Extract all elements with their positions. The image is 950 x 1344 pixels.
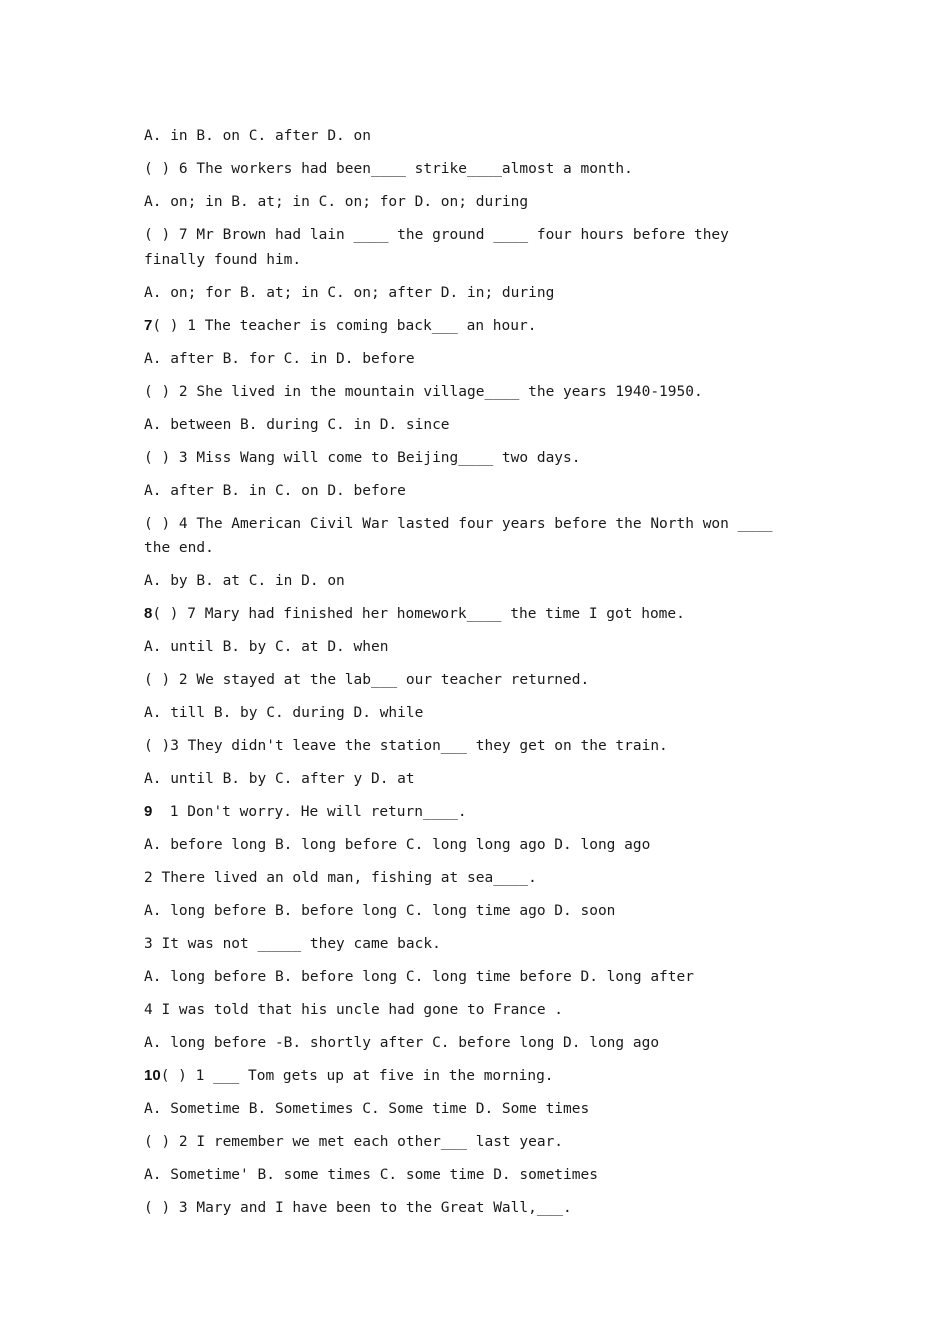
line-text: A. until B. by C. after y D. at bbox=[144, 771, 415, 787]
line-text: A. Sometime B. Sometimes C. Some time D. Some times bbox=[144, 1101, 590, 1117]
line-text: A. long before B. before long C. long time ago D. soon bbox=[144, 903, 616, 919]
question bbox=[144, 314, 794, 339]
line-text: A. between B. during C. in D. since bbox=[144, 416, 450, 433]
answer-options bbox=[144, 1097, 794, 1122]
line-text: 2 There lived an old man, fishing at sea____. bbox=[144, 870, 537, 886]
line-text: ( ) 4 The American Civil War lasted four years before the North won ____ the end. bbox=[144, 515, 782, 556]
line-text: ( ) 2 I remember we met each other___ last year. bbox=[144, 1134, 564, 1150]
answer-options bbox=[144, 767, 794, 792]
question bbox=[144, 932, 794, 957]
line-text: ( ) 7 Mr Brown had lain ____ the ground ____ four hours before they finally found him. bbox=[144, 227, 738, 268]
question bbox=[144, 157, 794, 182]
line-text: ( ) 6 The workers had been____ strike____almost a month. bbox=[144, 161, 633, 177]
question bbox=[144, 1130, 794, 1155]
line-text: 4 I was told that his uncle had gone to France . bbox=[144, 1002, 564, 1018]
answer-options bbox=[144, 569, 794, 594]
line-text: ( ) 1 ___ Tom gets up at five in the morning. bbox=[160, 1068, 554, 1084]
answer-options bbox=[144, 190, 794, 215]
line-text: ( ) 2 She lived in the mountain village____ the years 1940-1950. bbox=[144, 383, 703, 400]
line-text: A. till B. by C. during D. while bbox=[144, 705, 424, 721]
question bbox=[144, 668, 794, 693]
question bbox=[144, 512, 794, 561]
line-text: 3 It was not _____ they came back. bbox=[144, 936, 441, 952]
exercise-content bbox=[144, 124, 794, 1229]
line-text: ( ) 3 Mary and I have been to the Great Wall,___. bbox=[144, 1200, 572, 1216]
answer-options bbox=[144, 347, 794, 372]
question bbox=[144, 223, 794, 272]
question bbox=[144, 866, 794, 891]
answer-options bbox=[144, 124, 794, 149]
question bbox=[144, 1064, 794, 1089]
line-text: A. Sometime' B. some times C. some time D. sometimes bbox=[144, 1167, 598, 1183]
line-text: A. in B. on C. after D. on bbox=[144, 128, 371, 144]
answer-options bbox=[144, 413, 794, 438]
question bbox=[144, 1196, 794, 1221]
answer-options bbox=[144, 701, 794, 726]
question bbox=[144, 602, 794, 627]
answer-options bbox=[144, 833, 794, 858]
question bbox=[144, 734, 794, 759]
line-text: ( ) 7 Mary had finished her homework____ the time I got home. bbox=[152, 606, 685, 622]
answer-options bbox=[144, 1163, 794, 1188]
section-number: 8 bbox=[144, 605, 153, 622]
line-text: 1 Don't worry. He will return____. bbox=[152, 804, 467, 820]
question bbox=[144, 446, 794, 471]
line-text: ( ) 2 We stayed at the lab___ our teacher returned. bbox=[144, 672, 590, 688]
answer-options bbox=[144, 479, 794, 504]
section-number: 9 bbox=[144, 803, 153, 820]
section-number: 7 bbox=[144, 316, 153, 334]
line-text: A. after B. for C. in D. before bbox=[144, 350, 415, 367]
answer-options bbox=[144, 281, 794, 306]
question bbox=[144, 380, 794, 405]
line-text: A. long before -B. shortly after C. before long D. long ago bbox=[144, 1035, 660, 1051]
line-text: A. before long B. long before C. long long ago D. long ago bbox=[144, 837, 651, 853]
answer-options bbox=[144, 899, 794, 924]
answer-options bbox=[144, 635, 794, 660]
line-text: A. on; in B. at; in C. on; for D. on; during bbox=[144, 194, 529, 210]
line-text: ( ) 1 The teacher is coming back___ an hour. bbox=[152, 317, 537, 334]
question bbox=[144, 800, 794, 825]
line-text: A. until B. by C. at D. when bbox=[144, 639, 389, 655]
section-number: 10 bbox=[144, 1067, 161, 1084]
line-text: A. on; for B. at; in C. on; after D. in; during bbox=[144, 284, 555, 301]
line-text: A. by B. at C. in D. on bbox=[144, 573, 345, 589]
line-text: ( ) 3 Miss Wang will come to Beijing____ two days. bbox=[144, 449, 581, 466]
line-text: A. after B. in C. on D. before bbox=[144, 482, 406, 499]
answer-options bbox=[144, 1031, 794, 1056]
line-text: ( )3 They didn't leave the station___ they get on the train. bbox=[144, 738, 668, 754]
answer-options bbox=[144, 965, 794, 990]
question bbox=[144, 998, 794, 1023]
line-text: A. long before B. before long C. long time before D. long after bbox=[144, 969, 694, 985]
